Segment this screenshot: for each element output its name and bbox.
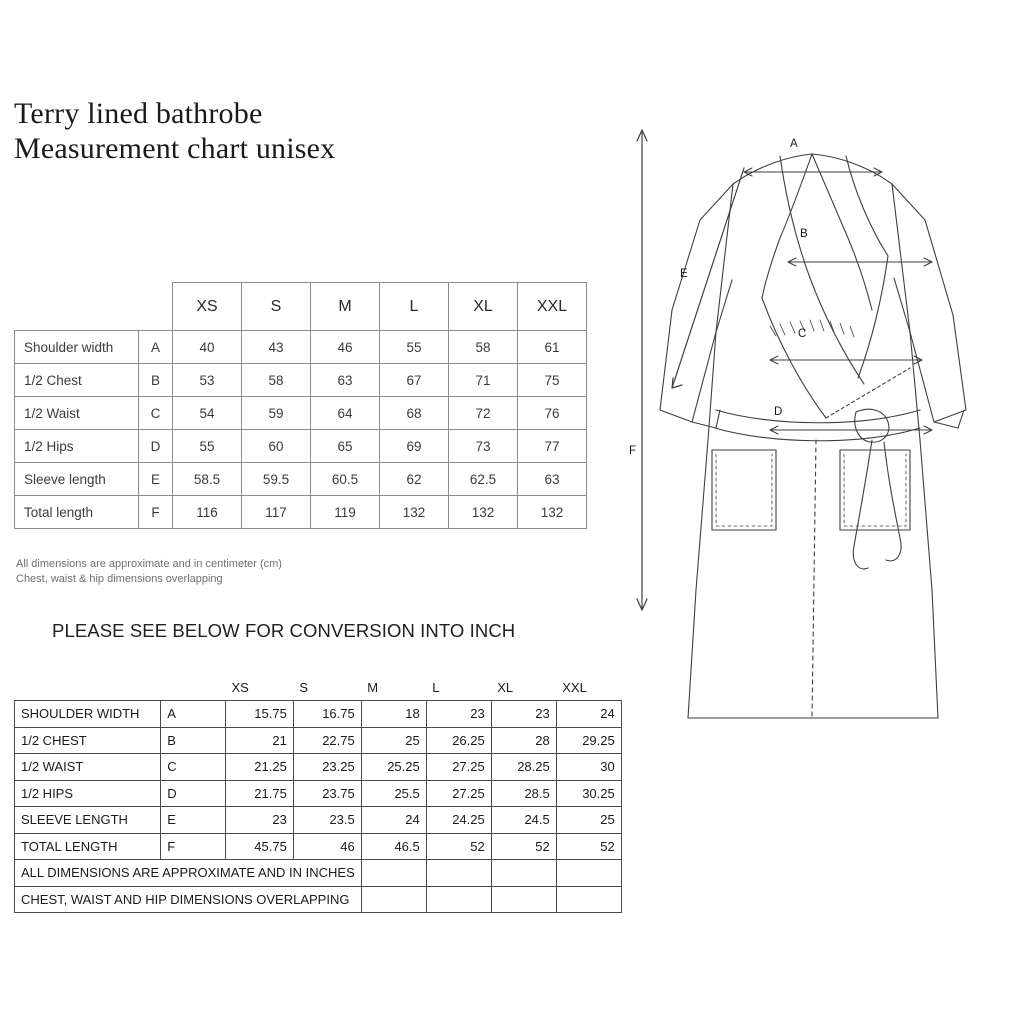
table-row (15, 754, 622, 781)
table-row (15, 430, 587, 463)
cell-value: 73 (449, 430, 518, 463)
cell-value: 119 (311, 496, 380, 529)
table-row (15, 331, 587, 364)
cell-value: 46 (311, 331, 380, 364)
cell-value: 52 (556, 833, 621, 860)
right-lapel-inner (812, 154, 872, 310)
cm-table-notes (16, 557, 282, 587)
cell-value: 59 (242, 397, 311, 430)
table-row (15, 397, 587, 430)
table-row (15, 496, 587, 529)
cell-value: 69 (380, 430, 449, 463)
table-row (15, 780, 622, 807)
cell-value: 72 (449, 397, 518, 430)
row-label: TOTAL LENGTH (15, 833, 161, 860)
cell-value: 28.25 (491, 754, 556, 781)
cell-value: 52 (491, 833, 556, 860)
row-letter: B (161, 727, 226, 754)
label-f: F (629, 445, 637, 457)
right-collar-edge (846, 156, 888, 256)
empty-cell (361, 860, 426, 887)
table-row (15, 701, 622, 728)
size-header-xxl: XXL (518, 283, 587, 331)
cell-value: 23.75 (293, 780, 361, 807)
cell-value: 46.5 (361, 833, 426, 860)
cell-value: 25 (361, 727, 426, 754)
table-row (15, 364, 587, 397)
cell-value: 25.5 (361, 780, 426, 807)
cell-value: 132 (380, 496, 449, 529)
cell-value: 55 (173, 430, 242, 463)
cell-value: 24 (361, 807, 426, 834)
row-letter: F (139, 496, 173, 529)
table-row-note (15, 860, 622, 887)
size-header-xxl: XXL (562, 679, 587, 695)
cell-value: 23 (426, 701, 491, 728)
cell-value: 58 (242, 364, 311, 397)
cell-value: 55 (380, 331, 449, 364)
cell-value: 58.5 (173, 463, 242, 496)
measurement-table-inch (14, 674, 622, 913)
cell-value: 64 (311, 397, 380, 430)
cell-value: 61 (518, 331, 587, 364)
left-lapel-inner (762, 154, 812, 298)
cell-value: 21.25 (225, 754, 293, 781)
row-label: Sleeve length (15, 463, 139, 496)
row-letter: A (161, 701, 226, 728)
cell-value: 22.75 (293, 727, 361, 754)
bathrobe-sketch-svg (620, 110, 1020, 750)
size-header-xl: XL (497, 679, 514, 695)
table-row (15, 807, 622, 834)
left-pocket-stitch (716, 454, 772, 526)
cell-value: 117 (242, 496, 311, 529)
cell-value: 60 (242, 430, 311, 463)
label-c: C (798, 328, 807, 340)
cell-value: 62.5 (449, 463, 518, 496)
right-pocket-stitch (844, 454, 906, 526)
size-header-xs: XS (231, 679, 249, 695)
row-letter: D (161, 780, 226, 807)
cell-value: 67 (380, 364, 449, 397)
page-title-line-1: Terry lined bathrobe (14, 97, 263, 130)
page-title-line-2: Measurement chart unisex (14, 132, 336, 166)
cell-value: 63 (518, 463, 587, 496)
cell-value: 116 (173, 496, 242, 529)
table-row-header (15, 283, 587, 331)
row-label: 1/2 Hips (15, 430, 139, 463)
left-front-edge (780, 156, 864, 384)
row-label: Total length (15, 496, 139, 529)
cell-value: 62 (380, 463, 449, 496)
size-header-s: S (299, 679, 309, 695)
row-label: 1/2 Waist (15, 397, 139, 430)
row-label: 1/2 WAIST (15, 754, 161, 781)
size-header-l: L (432, 679, 440, 695)
empty-cell (491, 886, 556, 913)
inch-note-1: ALL DIMENSIONS ARE APPROXIMATE AND IN INCHES (15, 860, 362, 887)
right-sleeve-outline (892, 184, 966, 422)
cell-value: 18 (361, 701, 426, 728)
cell-value: 46 (293, 833, 361, 860)
cell-value: 75 (518, 364, 587, 397)
cell-value: 24 (556, 701, 621, 728)
table-row-note (15, 886, 622, 913)
row-letter: E (161, 807, 226, 834)
cell-value: 23.25 (293, 754, 361, 781)
measurement-table-cm (14, 282, 587, 529)
empty-cell (15, 674, 161, 701)
size-header-xl: XL (449, 283, 518, 331)
table-row (15, 727, 622, 754)
cell-value: 58 (449, 331, 518, 364)
size-header-m: M (367, 679, 379, 695)
cell-value: 45.75 (225, 833, 293, 860)
right-pocket (840, 450, 910, 530)
empty-cell (139, 283, 173, 331)
table-row-header (15, 674, 622, 701)
empty-cell (426, 886, 491, 913)
cell-value: 25.25 (361, 754, 426, 781)
label-a: A (790, 138, 798, 150)
empty-cell (361, 886, 426, 913)
label-b: B (800, 228, 808, 240)
cell-value: 59.5 (242, 463, 311, 496)
row-letter: A (139, 331, 173, 364)
cell-value: 16.75 (293, 701, 361, 728)
inch-note-2: CHEST, WAIST AND HIP DIMENSIONS OVERLAPPING (15, 886, 362, 913)
label-d: D (774, 406, 783, 418)
cell-value: 53 (173, 364, 242, 397)
cell-value: 60.5 (311, 463, 380, 496)
row-label: 1/2 CHEST (15, 727, 161, 754)
belt-top (716, 410, 920, 423)
empty-cell (161, 674, 226, 701)
cell-value: 23.5 (293, 807, 361, 834)
row-letter: E (139, 463, 173, 496)
cell-value: 28.5 (491, 780, 556, 807)
empty-cell (426, 860, 491, 887)
cell-value: 26.25 (426, 727, 491, 754)
row-letter: B (139, 364, 173, 397)
cm-note-2: Chest, waist & hip dimensions overlapping (16, 572, 223, 585)
table-row (15, 463, 587, 496)
size-header-l: L (380, 283, 449, 331)
cell-value: 27.25 (426, 780, 491, 807)
page-title (14, 96, 335, 167)
wrap-edge (762, 298, 826, 418)
cell-value: 15.75 (225, 701, 293, 728)
cell-value: 77 (518, 430, 587, 463)
row-label: Shoulder width (15, 331, 139, 364)
cell-value: 25 (556, 807, 621, 834)
wrap-cross-line (826, 368, 910, 418)
label-e: E (680, 268, 688, 280)
cell-value: 63 (311, 364, 380, 397)
cell-value: 24.5 (491, 807, 556, 834)
cell-value: 132 (449, 496, 518, 529)
bathrobe-technical-drawing (620, 110, 1020, 750)
center-front-line (812, 440, 816, 718)
cell-value: 52 (426, 833, 491, 860)
cell-value: 65 (311, 430, 380, 463)
cell-value: 21 (225, 727, 293, 754)
cm-note-1: All dimensions are approximate and in centimeter (cm) (16, 558, 282, 570)
table-row (15, 833, 622, 860)
row-label: SLEEVE LENGTH (15, 807, 161, 834)
cell-value: 27.25 (426, 754, 491, 781)
cell-value: 76 (518, 397, 587, 430)
cell-value: 132 (518, 496, 587, 529)
cell-value: 40 (173, 331, 242, 364)
cell-value: 43 (242, 331, 311, 364)
cell-value: 21.75 (225, 780, 293, 807)
cell-value: 68 (380, 397, 449, 430)
row-letter: C (139, 397, 173, 430)
row-letter: C (161, 754, 226, 781)
body-outline (688, 184, 938, 718)
empty-cell (556, 886, 621, 913)
row-letter: F (161, 833, 226, 860)
cell-value: 29.25 (556, 727, 621, 754)
chest-stitching (770, 320, 854, 337)
cell-value: 30.25 (556, 780, 621, 807)
left-pocket (712, 450, 776, 530)
row-letter: D (139, 430, 173, 463)
inch-conversion-heading: PLEASE SEE BELOW FOR CONVERSION INTO INCH (52, 620, 516, 641)
belt-tail-left (853, 440, 872, 569)
shoulder-line (733, 154, 892, 184)
cell-value: 71 (449, 364, 518, 397)
size-header-m: M (311, 283, 380, 331)
cell-value: 24.25 (426, 807, 491, 834)
row-label: 1/2 HIPS (15, 780, 161, 807)
cell-value: 23 (491, 701, 556, 728)
cell-value: 28 (491, 727, 556, 754)
empty-cell (491, 860, 556, 887)
empty-cell (556, 860, 621, 887)
row-label: SHOULDER WIDTH (15, 701, 161, 728)
size-header-xs: XS (173, 283, 242, 331)
left-cuff (692, 410, 720, 428)
cell-value: 23 (225, 807, 293, 834)
left-sleeve-outline (660, 184, 733, 422)
row-label: 1/2 Chest (15, 364, 139, 397)
empty-cell (15, 283, 139, 331)
size-header-s: S (242, 283, 311, 331)
cell-value: 30 (556, 754, 621, 781)
cell-value: 54 (173, 397, 242, 430)
belt-tail-right (884, 442, 901, 561)
